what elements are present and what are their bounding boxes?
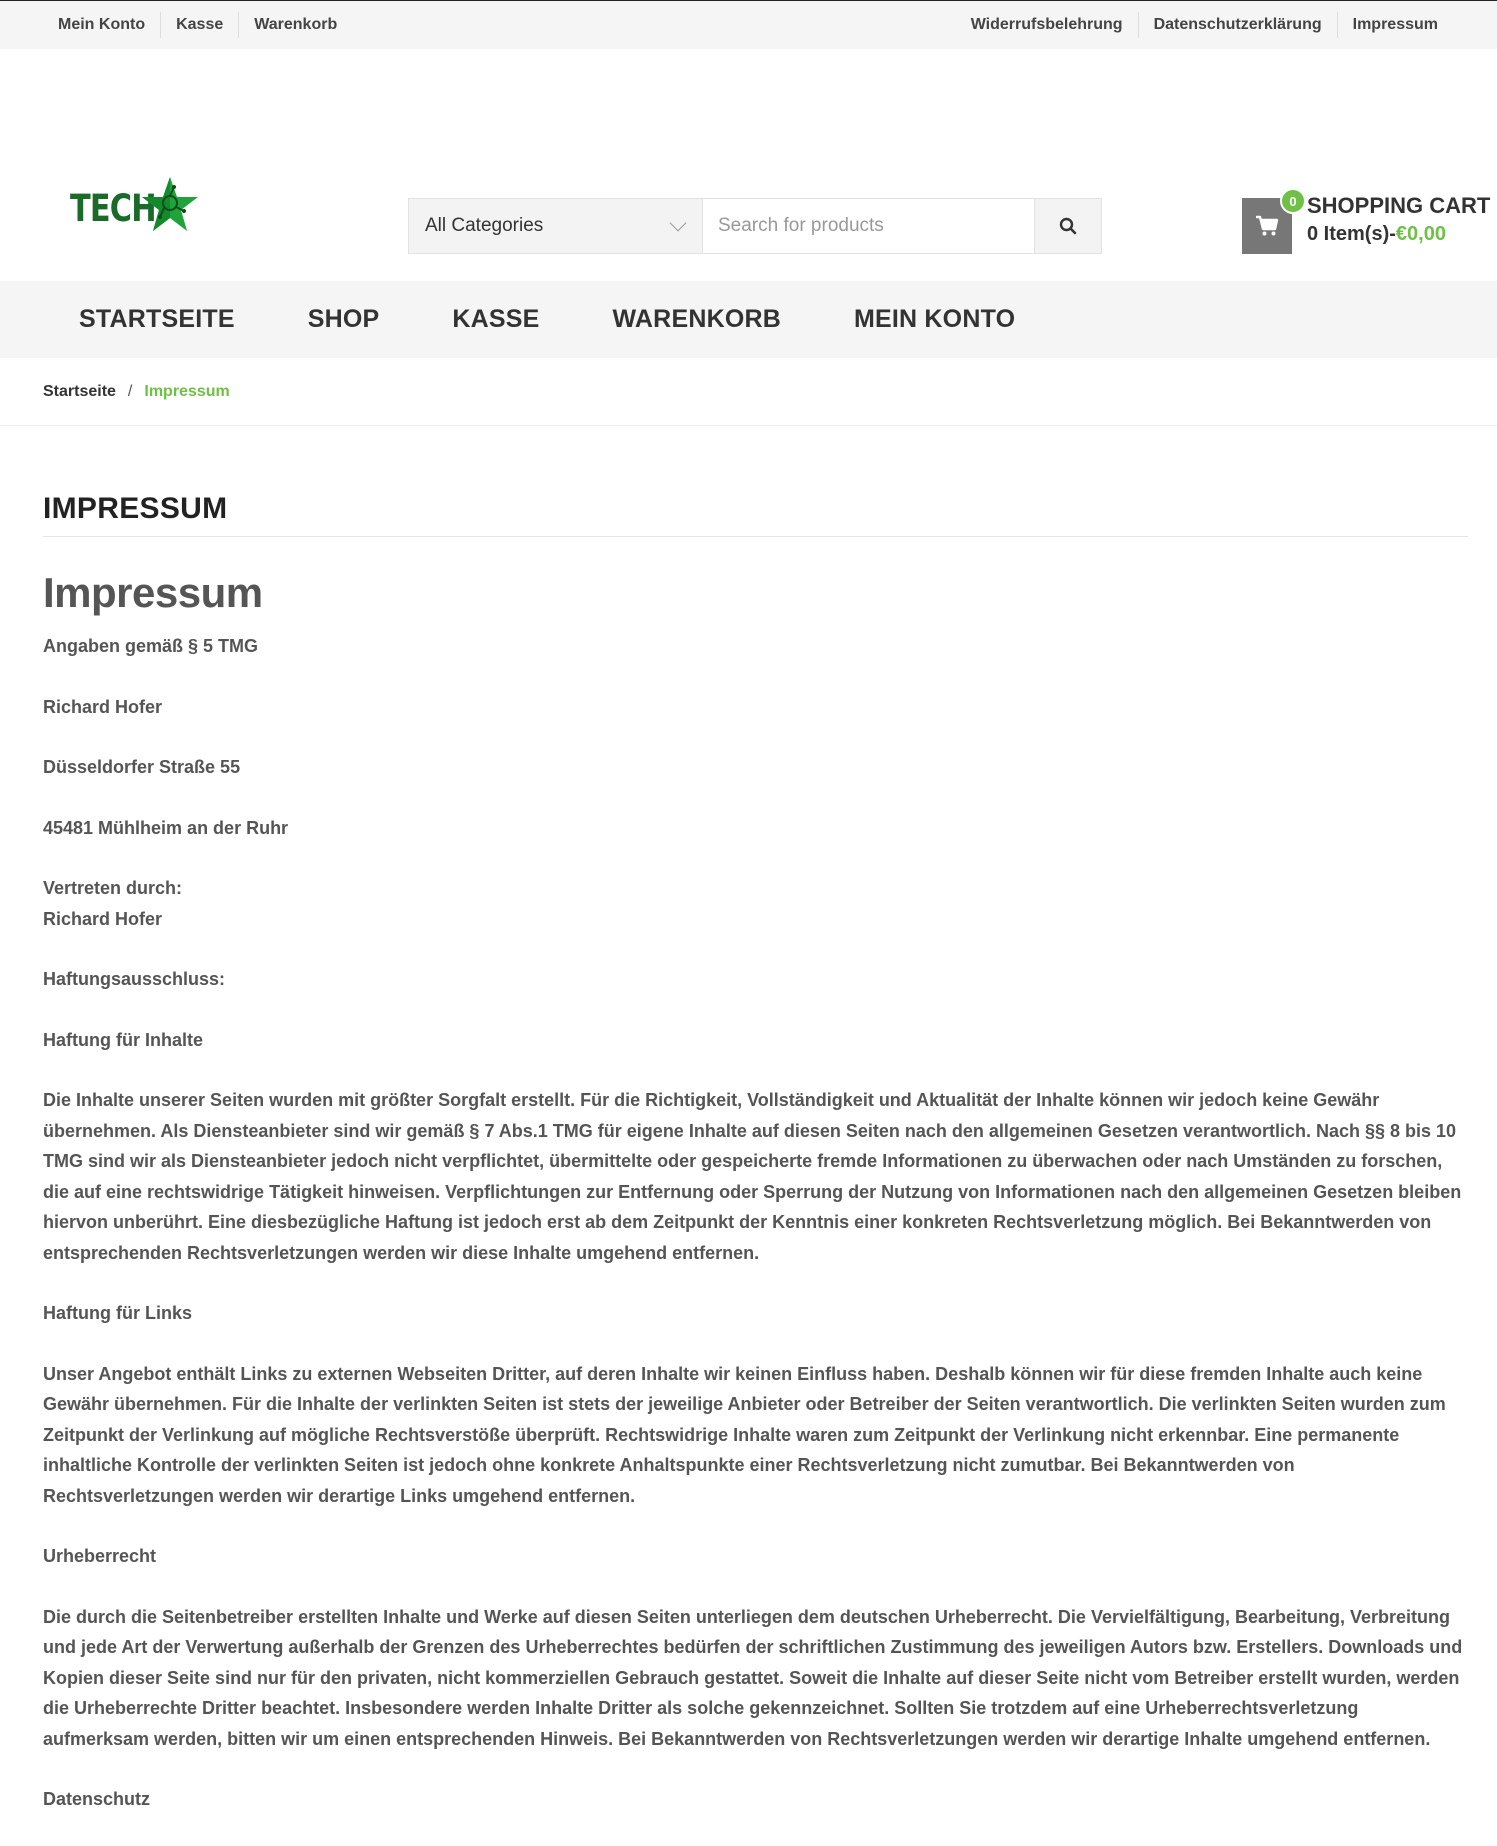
cart-title: SHOPPING CART bbox=[1307, 193, 1491, 218]
search-icon bbox=[1059, 217, 1077, 235]
product-search bbox=[408, 198, 1102, 254]
logo-text: TECH bbox=[70, 187, 156, 230]
category-select-value: All Categories bbox=[425, 215, 544, 236]
top-link-mein-konto[interactable]: Mein Konto bbox=[58, 16, 146, 33]
top-bar-right-links bbox=[956, 12, 1453, 38]
top-link-kasse[interactable]: Kasse bbox=[160, 12, 238, 38]
nav-item-mein-konto[interactable]: MEIN KONTO bbox=[853, 305, 1016, 333]
top-link-warenkorb[interactable]: Warenkorb bbox=[238, 12, 352, 38]
content-paragraph: Haftungsausschluss: bbox=[43, 969, 226, 989]
top-bar bbox=[0, 0, 1497, 49]
page-title: IMPRESSUM bbox=[43, 492, 1468, 537]
content-paragraph: Angaben gemäß § 5 TMG bbox=[43, 636, 259, 656]
cart-button[interactable] bbox=[1242, 193, 1297, 254]
top-link-impressum[interactable]: Impressum bbox=[1337, 12, 1453, 38]
nav-item-shop[interactable]: SHOP bbox=[307, 305, 380, 333]
content-paragraph: Die durch die Seitenbetreiber erstellten Inhalte und Werke auf diesen Seiten unterliegen dem deutschen Urheberrecht. Die Vervielfältigung, Bearbeitung, Verbreitung und jede Art der Verwertung außerhalb der Grenzen des Urheberrechtes bedürfen der schriftlichen Zustimmung des jeweiligen Autors bzw. Erstellers. Downloads und Kopien dieser Seite sind nur für den privaten, nicht kommerziellen Gebrauch gestattet. Soweit die Inhalte auf dieser Seite nicht vom Betreiber erstellt wurden, werden die Urheberrechte Dritter beachtet. Insbesondere werden Inhalte Dritter als solche gekennzeichnet. Sollten Sie trotzdem auf eine Urheberrechtsverletzung aufmerksam werden, bitten wir um einen entsprechenden Hinweis. Bei Bekanntwerden von Rechtsverletzungen werden wir derartige Inhalte umgehend entfernen. bbox=[43, 1606, 1463, 1749]
content-paragraph: Haftung für Inhalte bbox=[43, 1029, 203, 1050]
chevron-down-icon bbox=[670, 215, 687, 232]
star-circuit-icon bbox=[140, 175, 200, 235]
mini-cart[interactable] bbox=[1242, 192, 1490, 254]
cart-count-badge: 0 bbox=[1280, 188, 1306, 214]
cart-summary[interactable] bbox=[1307, 192, 1490, 248]
breadcrumb bbox=[0, 358, 1497, 426]
breadcrumb-home[interactable]: Startseite bbox=[43, 382, 116, 400]
content-paragraph: 45481 Mühlheim an der Ruhr bbox=[43, 817, 289, 838]
cart-items-line bbox=[1307, 220, 1490, 248]
cart-total: €0,00 bbox=[1395, 223, 1446, 245]
top-link-datenschutzerklaerung[interactable]: Datenschutzerklärung bbox=[1138, 12, 1337, 38]
category-select[interactable] bbox=[409, 199, 703, 253]
represented-by-label: Vertreten durch: bbox=[43, 878, 183, 898]
represented-by-name: Richard Hofer bbox=[43, 908, 163, 929]
nav-item-warenkorb[interactable]: WARENKORB bbox=[612, 305, 781, 333]
top-link-widerrufsbelehrung[interactable]: Widerrufsbelehrung bbox=[970, 16, 1123, 33]
cart-items-label: 0 Item(s)- bbox=[1307, 223, 1396, 245]
content-paragraph: Düsseldorfer Straße 55 bbox=[43, 757, 241, 777]
site-logo[interactable] bbox=[70, 175, 210, 237]
content-paragraph: Unser Angebot enthält Links zu externen Webseiten Dritter, auf deren Inhalte wir keinen Einfluss haben. Deshalb können wir für diese fremden Inhalte auch keine Gewähr übernehmen. Für die Inhalte der verlinkten Seiten ist stets der jeweilige Anbieter oder Betreiber der Seiten verantwortlich. Die verlinkten Seiten wurden zum Zeitpunkt der Verlinkung auf mögliche Rechtsverstöße überprüft. Rechtswidrige Inhalte waren zum Zeitpunkt der Verlinkung nicht erkennbar. Eine permanente inhaltliche Kontrolle der verlinkten Seiten ist jedoch ohne konkrete Anhaltspunkte einer Rechtsverletzung nicht zumutbar. Bei Bekanntwerden von Rechtsverletzungen werden wir derartige Links umgehend entfernen. bbox=[43, 1363, 1446, 1506]
content-paragraph bbox=[43, 873, 1468, 934]
breadcrumb-separator: / bbox=[127, 382, 133, 400]
nav-item-startseite[interactable]: STARTSEITE bbox=[79, 305, 235, 333]
main-nav bbox=[0, 281, 1497, 358]
search-button[interactable] bbox=[1034, 199, 1101, 253]
content-paragraph: Richard Hofer bbox=[43, 696, 163, 717]
content-paragraph: Haftung für Links bbox=[43, 1303, 192, 1323]
content-paragraph: Die Inhalte unserer Seiten wurden mit größter Sorgfalt erstellt. Für die Richtigkeit, Vollständigkeit und Aktualität der Inhalte können wir jedoch keine Gewähr übernehmen. Als Diensteanbieter sind wir gemäß § 7 Abs.1 TMG für eigene Inhalte auf diesen Seiten nach den allgemeinen Gesetzen verantwortlich. Nach §§ 8 bis 10 TMG sind wir als Diensteanbieter jedoch nicht verpflichtet, übermittelte oder gespeicherte fremde Informationen zu überwachen oder nach Umständen zu forschen, die auf eine rechtswidrige Tätigkeit hinweisen. Verpflichtungen zur Entfernung oder Sperrung der Nutzung von Informationen nach den allgemeinen Gesetzen bleiben hiervon unberührt. Eine diesbezügliche Haftung ist jedoch erst ab dem Zeitpunkt der Kenntnis einer konkreten Rechtsverletzung möglich. Bei Bekanntwerden von entsprechenden Rechtsverletzungen werden wir diese Inhalte umgehend entfernen. bbox=[43, 1090, 1462, 1263]
top-bar-left-links bbox=[43, 12, 352, 38]
content-paragraph: Urheberrecht bbox=[43, 1546, 157, 1566]
search-input[interactable] bbox=[703, 199, 1034, 253]
site-header bbox=[0, 49, 1497, 281]
nav-item-kasse[interactable]: KASSE bbox=[452, 305, 540, 333]
breadcrumb-current: Impressum bbox=[144, 382, 230, 400]
shopping-cart-icon bbox=[1255, 215, 1279, 237]
content-paragraph: Datenschutz bbox=[43, 1789, 151, 1809]
page-content bbox=[0, 492, 1497, 1815]
content-heading: Impressum bbox=[43, 569, 263, 616]
